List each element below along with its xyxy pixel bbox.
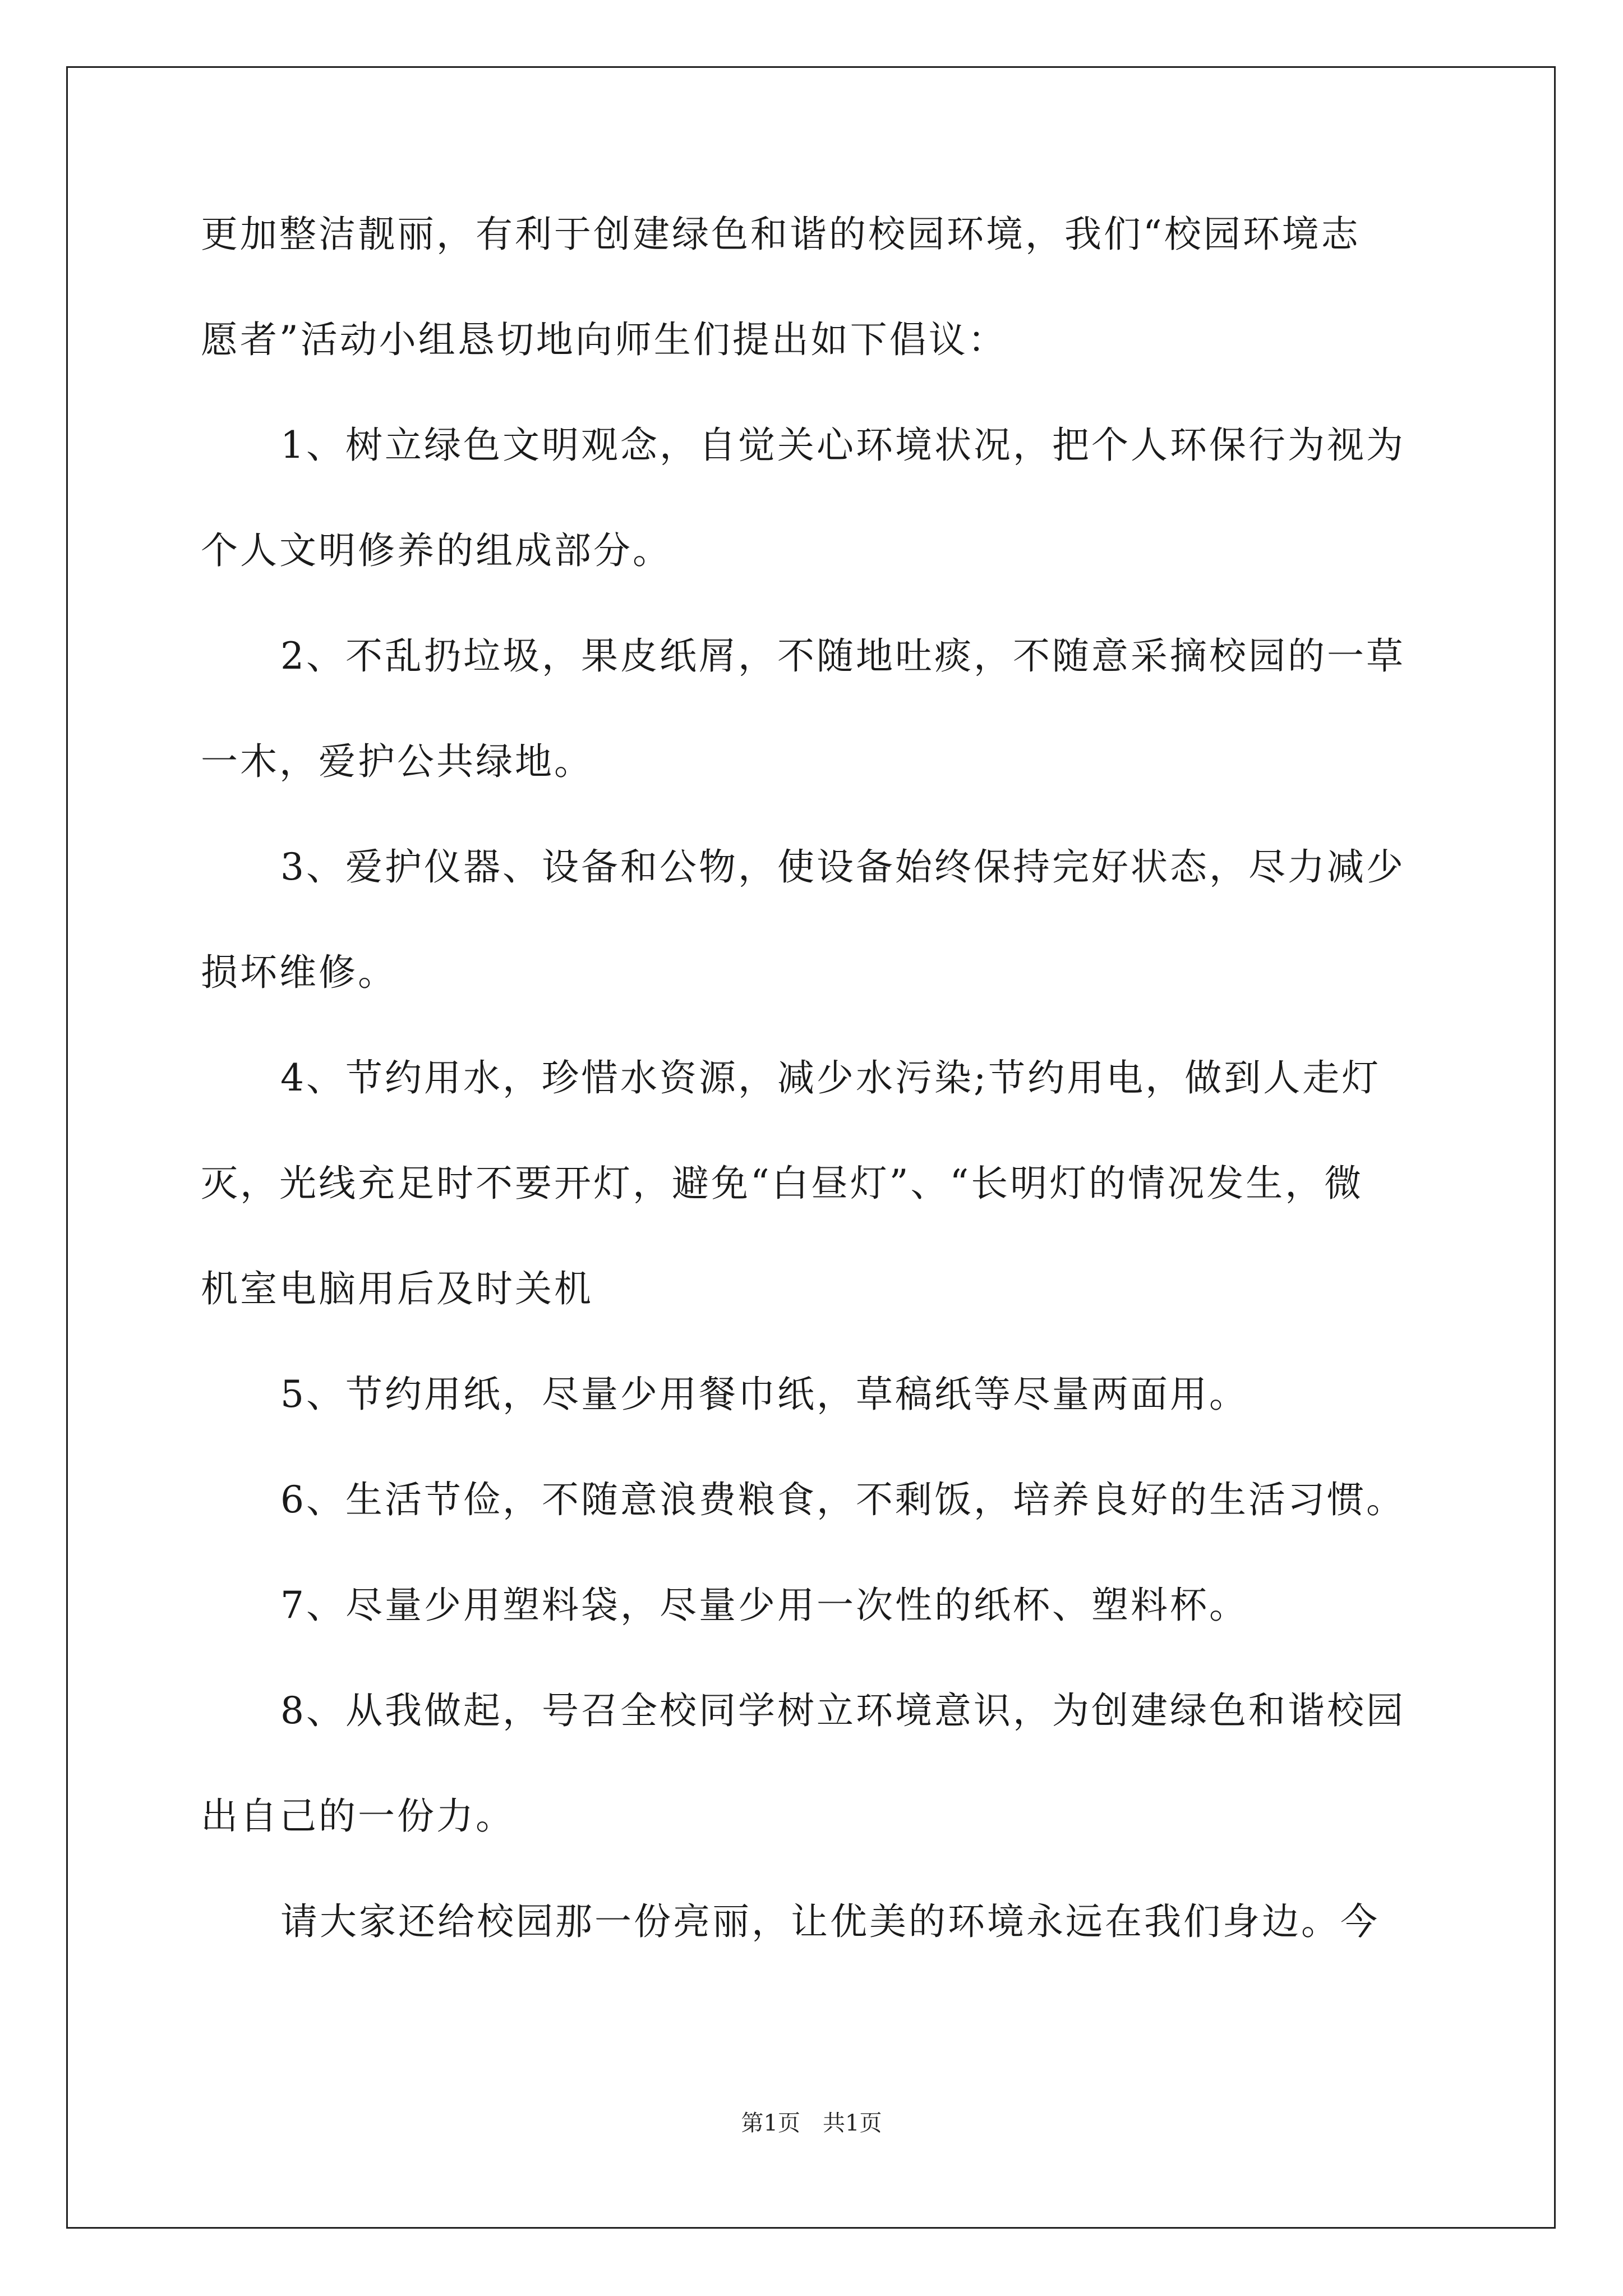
paragraph-line: 6、生活节俭，不随意浪费粮食，不剩饭，培养良好的生活习惯。 — [280, 1478, 1405, 1521]
paragraph-line: 一木，爱护公共绿地。 — [201, 740, 593, 783]
paragraph-line: 8、从我做起，号召全校同学树立环境意识，为创建绿色和谐校园 — [280, 1689, 1405, 1732]
paragraph-line: 灭，光线充足时不要开灯，避免“白昼灯”、“长明灯的情况发生，微 — [201, 1162, 1364, 1205]
document-body — [201, 209, 1429, 1948]
paragraph-line: 2、不乱扔垃圾，果皮纸屑，不随地吐痰，不随意采摘校园的一草 — [280, 634, 1405, 678]
paragraph-line: 更加整洁靓丽，有利于创建绿色和谐的校园环境，我们“校园环境志 — [201, 213, 1361, 256]
paragraph-line: 4、节约用水，珍惜水资源，减少水污染;节约用电，做到人走灯 — [280, 1056, 1381, 1099]
paragraph-line: 3、爱护仪器、设备和公物，使设备始终保持完好状态，尽力减少 — [280, 845, 1405, 889]
page-number-footer: 第1页 共1页 — [741, 2110, 882, 2136]
paragraph-line: 机室电脑用后及时关机 — [201, 1267, 593, 1310]
paragraph-line: 愿者”活动小组恳切地向师生们提出如下倡议： — [201, 318, 1007, 361]
paragraph-line: 1、树立绿色文明观念，自觉关心环境状况，把个人环保行为视为 — [280, 424, 1405, 467]
paragraph-line: 损坏维修。 — [201, 951, 397, 994]
paragraph-line: 出自己的一份力。 — [201, 1795, 515, 1838]
paragraph-line: 7、尽量少用塑料袋，尽量少用一次性的纸杯、塑料杯。 — [280, 1584, 1248, 1627]
paragraph-line: 5、节约用纸，尽量少用餐巾纸，草稿纸等尽量两面用。 — [280, 1373, 1248, 1416]
paragraph-line: 请大家还给校园那一份亮丽，让优美的环境永远在我们身边。今 — [280, 1900, 1380, 1943]
paragraph-line: 个人文明修养的组成部分。 — [201, 529, 672, 572]
